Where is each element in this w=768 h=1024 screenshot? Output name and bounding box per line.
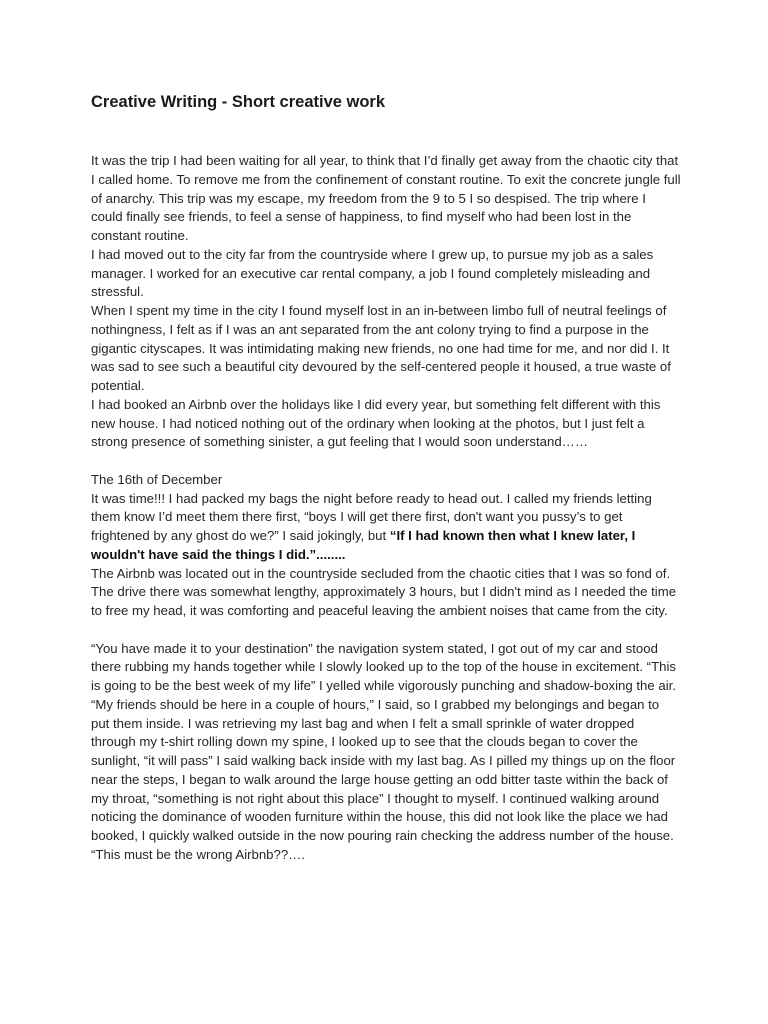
paragraph-departure-text: It was time!!! I had packed my bags the night before ready to head out. I called my friends letting them know I’d meet them there first, “boys I will get there first, don't want you pussy’s to get frightened by any ghost do we?” I said jokingly, but xyxy=(91,490,652,543)
paragraph-spacer xyxy=(91,621,681,640)
paragraph-airbnb-booking: I had booked an Airbnb over the holidays like I did every year, but something felt different with this new house. I had noticed nothing out of the ordinary when looking at the photos, but I just felt a strong presence of something sinister, a gut feeling that I would soon understand…… xyxy=(91,396,661,450)
paragraph-moved-to-city: I had moved out to the city far from the countryside where I grew up, to pursue my job as a sales manager. I worked for an executive car rental company, a job I found completely misleading and stressful. xyxy=(91,246,654,300)
paragraph-departure-bold-quote: “If I had known then what I knew later, I wouldn't have said the things I did.”........ xyxy=(91,528,636,562)
paragraph-city-limbo: When I spent my time in the city I found myself lost in an in-between limbo full of neutral feelings of nothingness, I felt as if I was an ant separated from the ant colony trying to find a purpose in the gigantic cityscapes. It was intimidating making new friends, no one had time for me, and nor did I. It was sad to see such a beautiful city devoured by the self-centered people it housed, a true waste of potential. xyxy=(91,303,671,393)
paragraph-drive: The Airbnb was located out in the countryside secluded from the chaotic cities that I was so fond of. The drive there was somewhat lengthy, approximately 3 hours, but I didn't mind as I needed the time to free my head, it was comforting and peaceful leaving the ambient noises that came from the city. xyxy=(91,565,677,618)
document-body xyxy=(91,152,681,865)
date-heading: The 16th of December xyxy=(91,471,223,487)
paragraph-spacer xyxy=(91,452,681,471)
paragraph-departure xyxy=(91,490,681,565)
paragraph-trip-intro: It was the trip I had been waiting for all year, to think that I’d finally get away from the chaotic city that I called home. To remove me from the confinement of constant routine. To exit the concrete jungle full of anarchy. This trip was my escape, my freedom from the 9 to 5 I so despised. The trip where I could finally see friends, to feel a sense of happiness, to find myself who had been lost in the constant routine. xyxy=(91,153,681,243)
paragraph-arrival: “You have made it to your destination” the navigation system stated, I got out of my car and stood there rubbing my hands together while I slowly looked up to the top of the house in excitement. “This is going to be the best week of my life” I yelled while vigorously punching and shadow-boxing the air. “My friends should be here in a couple of hours,” I said, so I grabbed my belongings and began to put them inside. I was retrieving my last bag and when I felt a small sprinkle of water dropped through my t-shirt rolling down my spine, I looked up to see that the clouds began to cover the sunlight, “it will pass” I said walking back inside with my last bag. As I pilled my things up on the floor near the steps, I began to walk around the large house getting an odd bitter taste within the back of my throat, “something is not right about this place” I thought to myself. I continued walking around noticing the dominance of wooden furniture within the house, this did not look like the place we had booked, I quickly walked outside in the now pouring rain checking the address number of the house. “This must be the wrong Airbnb??…. xyxy=(91,640,676,862)
document-title: Creative Writing - Short creative work xyxy=(91,93,386,111)
